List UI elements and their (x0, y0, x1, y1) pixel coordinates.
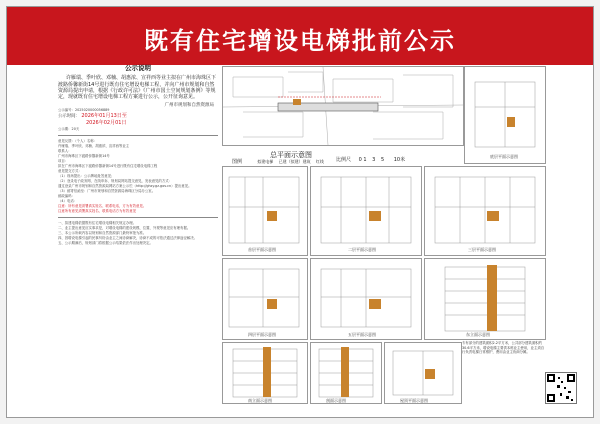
elevation-drawing (222, 342, 308, 404)
legend-item: 红线 (315, 159, 324, 164)
elevator-mark (293, 99, 301, 105)
notice-warning: 注意：所有意见须署真实姓名、联系电话，方为有效意见。 (58, 204, 147, 209)
divider (58, 135, 218, 136)
notice-red-note: 注意所有意见须署真实姓名、联系电话方为有效意见 (58, 209, 136, 214)
floor-plan (464, 66, 546, 164)
scale-bar (336, 156, 405, 163)
start-date: 2026年01月13日至 (81, 113, 127, 120)
site-plan (222, 66, 464, 146)
notice-line: 联系人： (58, 149, 72, 154)
notice-text-column (58, 60, 218, 404)
footer-note: 专有部分的建筑面积2.2平方米，公共部分建筑面积约30.6平方米，增设电梯主要供本栋业主使用，业主须自行负责电梯日常维护，费用由业主协商分摊。 (462, 341, 545, 355)
notice-line: （2）登录电子政务网、在线申诉、规划局网站提交意见，发表意见的方式： (58, 179, 173, 184)
drawing-caption: 二层平面示意图 (348, 247, 376, 252)
qr-code (545, 372, 577, 404)
scale-value: 10米 (393, 157, 406, 163)
drawing-caption: 东立面示意图 (466, 332, 490, 337)
legend-label: 图例 (232, 159, 243, 165)
notice-serial: 公示编号：2025020000056889 (58, 108, 110, 113)
notice-paragraph: 四、因增设电梯引起的民事纠纷由业主之间协商解决，协商不成的可依法通过法律途径解决。 (58, 236, 198, 241)
drawing-caption: 剖面示意图 (326, 398, 346, 403)
end-date: 2026年02月01日 (86, 120, 127, 127)
legend-item: 拟建电梯 (257, 159, 274, 164)
divider (58, 217, 218, 218)
notice-line: 广州市海珠区下渡路侨馨新街14号 (58, 154, 110, 159)
notice-signature: 广州市规划和自然资源局 (164, 102, 214, 108)
notice-paragraph: 一、拟建电梯依据既有住宅增设电梯相关规定办理。 (58, 221, 136, 226)
notice-line: 意见提交方式： (58, 169, 82, 174)
legend-item: 已建（拟建）建筑 (278, 159, 311, 164)
floor-plan (310, 258, 422, 340)
notice-paragraph: 二、业主提出意见应实事求是，对增设电梯的建设规模、位置、外观等意见应有理有据。 (58, 226, 191, 231)
scale-value: 3 (372, 157, 376, 163)
floor-plan (310, 166, 422, 256)
notice-line: （4）电话： (58, 199, 78, 204)
drawing-caption: 三层平面示意图 (468, 247, 496, 252)
drawing-caption: 屋顶平面示意图 (400, 398, 428, 403)
notice-line: 许雁瑞、季叶欣、邓楠、胡惠浓、宣祥西等业主 (58, 144, 130, 149)
floor-plan (222, 258, 308, 340)
notice-period: 公示期：20天 (58, 127, 80, 132)
title-banner (7, 7, 593, 65)
floor-plan (424, 166, 546, 256)
notice-dates (58, 113, 218, 127)
scale-value: 5 (380, 157, 385, 163)
site-plan-drawing (223, 67, 463, 145)
notice-paragraph: 五、公示期满后，规划部门将根据公示结果依法作出处理决定。 (58, 241, 153, 246)
scale-value: 0 (358, 157, 362, 163)
notice-line: 意见反馈：（个人）名称： (58, 139, 97, 144)
drawing-caption: 南立面示意图 (248, 398, 272, 403)
notice-line: （1）现场提出：公示牌地址签意见； (58, 174, 115, 179)
drawing-caption: 四层平面示意图 (248, 332, 276, 337)
section-drawing (310, 342, 382, 404)
date-label: 公示时间： (58, 114, 80, 120)
scale-label: 比例尺 (336, 157, 352, 163)
scale-value: 1 (363, 157, 367, 163)
notice-paragraph: 三、本公示所载内容以规划和自然资源部门最终审批为准。 (58, 231, 147, 236)
drawing-caption: 首层平面示意图 (248, 247, 276, 252)
floor-plan (222, 166, 308, 256)
notice-line: （3）邮寄信函至：广州市规划和自然资源局海珠区分局办公室。 (58, 189, 156, 194)
drawing-caption: 底层平面示意图 (490, 154, 518, 159)
drawing-caption: 五层平面示意图 (348, 332, 376, 337)
notice-heading: 公示说明 (125, 64, 151, 72)
page-title: 既有住宅增设电梯批前公示 (144, 27, 456, 55)
notice-body: 许雁瑞、季叶欣、邓楠、胡惠浓、宣祥西等业主拟在广州市海珠区下渡路侨馨新街14号进行既有住宅增设电梯工程，并向广州市规划和自然资源局提出申请，根据《行政许可法》《广州市国土空间规划条例》等规定，现就既有住宅增设电梯工程方案进行公示，公开征询意见。 (58, 75, 217, 101)
notice-line: 通过登录广州市规划和自然资源局网站方案公示栏（http://ghzy.gz.gov.cn）提出意见。 (58, 184, 192, 189)
elevation-drawing (424, 258, 546, 340)
notice-line: 项目： (58, 159, 69, 164)
legend (232, 158, 324, 165)
roof-plan (384, 342, 462, 404)
notice-line: 拟在广州市海珠区下渡路侨馨新街14号进行既有住宅增设电梯工程 (58, 164, 158, 169)
notice-line: 邮政编码： (58, 194, 75, 199)
site-plan-caption: 总平面示意图 (270, 151, 312, 159)
